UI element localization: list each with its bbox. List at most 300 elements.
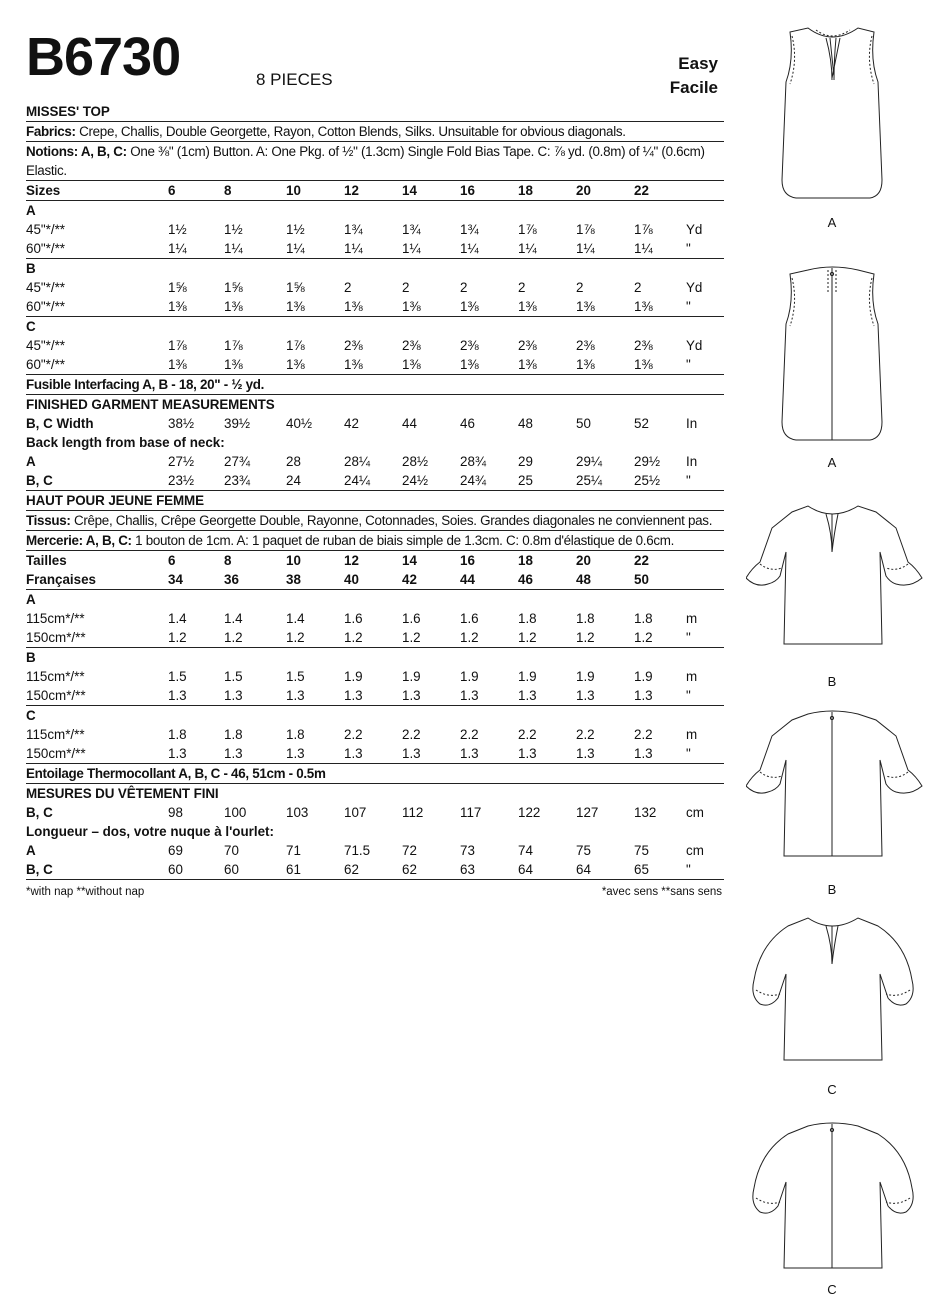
table-cell: 2 — [518, 280, 526, 295]
table-cell: 22 — [634, 553, 649, 568]
table-cell: 1¼ — [518, 241, 537, 256]
unit-cell: " — [686, 862, 691, 877]
table-row — [26, 725, 724, 744]
table-cell: 2 — [402, 280, 410, 295]
table-cell: 8 — [224, 553, 232, 568]
unit-cell: " — [686, 746, 691, 761]
table-cell: 1¼ — [576, 241, 595, 256]
table-cell: 48 — [518, 416, 533, 431]
table-cell: 1⅜ — [402, 357, 421, 372]
table-row — [26, 471, 724, 490]
table-cell: 62 — [344, 862, 359, 877]
table-cell: 1½ — [224, 222, 243, 237]
table-cell: 1.8 — [286, 727, 305, 742]
table-cell: 50 — [634, 572, 649, 587]
table-cell: 2 — [460, 280, 468, 295]
table-cell: 46 — [518, 572, 533, 587]
table-cell: 1⅜ — [168, 357, 187, 372]
view-a-front-caption: A — [827, 215, 837, 230]
table-cell: 42 — [344, 416, 359, 431]
row-label: 150cm*/** — [26, 688, 86, 703]
table-cell: 1.4 — [286, 611, 305, 626]
view-c-front — [746, 910, 926, 1097]
table-cell: 1.3 — [576, 746, 595, 761]
table-cell: 74 — [518, 843, 533, 858]
unit-cell: m — [686, 611, 698, 626]
row-label: B, C — [26, 862, 53, 877]
table-cell: 1.3 — [518, 688, 537, 703]
table-cell: 107 — [344, 805, 367, 820]
table-cell: 1⅜ — [224, 299, 243, 314]
row-label: 115cm*/** — [26, 611, 85, 626]
table-cell: 75 — [634, 843, 649, 858]
table-cell: 1.3 — [286, 746, 305, 761]
table-cell: 1⅜ — [576, 357, 595, 372]
row-label: 45"*/** — [26, 280, 66, 295]
english-width-row — [26, 414, 724, 433]
table-cell: 1.3 — [460, 688, 479, 703]
english-title: MISSES' TOP — [26, 102, 724, 122]
unit-cell: Yd — [686, 222, 703, 237]
pattern-number: B6730 — [26, 27, 181, 87]
table-cell: 1.3 — [576, 688, 595, 703]
table-cell: 2.2 — [460, 727, 479, 742]
table-cell: 1.5 — [168, 669, 187, 684]
table-cell: 1.3 — [460, 746, 479, 761]
french-backlength-label: Longueur – dos, votre nuque à l'ourlet: — [26, 824, 274, 839]
table-cell: 36 — [224, 572, 239, 587]
view-label: B — [26, 261, 36, 276]
table-cell: 24¼ — [344, 473, 371, 488]
table-cell: 1⅜ — [286, 357, 305, 372]
table-cell: 34 — [168, 572, 183, 587]
table-cell: 28½ — [402, 454, 429, 469]
table-cell: 2.2 — [634, 727, 653, 742]
row-label: A — [26, 843, 36, 858]
table-cell: 71 — [286, 843, 301, 858]
table-cell: 1⅞ — [168, 338, 187, 353]
table-cell: 1.2 — [286, 630, 305, 645]
table-cell: 1⅜ — [634, 299, 653, 314]
table-cell: 2⅜ — [402, 338, 421, 353]
table-cell: 18 — [518, 183, 533, 198]
row-label: 150cm*/** — [26, 630, 86, 645]
french-fabrics: Tissus: Crêpe, Challis, Crêpe Georgette Double, Rayonne, Cotonnades, Soies. Grandes diagonales ne conviennent pas. — [26, 511, 724, 531]
table-cell: 1.6 — [402, 611, 421, 626]
table-cell: 1.3 — [224, 688, 243, 703]
width-row — [26, 414, 724, 433]
table-cell: 1⅜ — [402, 299, 421, 314]
table-cell: 25¼ — [576, 473, 603, 488]
table-cell: 117 — [460, 805, 482, 820]
table-cell: 1.9 — [460, 669, 479, 684]
table-cell: 1.9 — [402, 669, 421, 684]
table-cell: 40½ — [286, 416, 313, 431]
row-label: 150cm*/** — [26, 746, 86, 761]
table-cell: 98 — [168, 805, 183, 820]
row-label: 45"*/** — [26, 338, 66, 353]
unit-cell: m — [686, 727, 698, 742]
table-cell: 12 — [344, 183, 359, 198]
unit-cell: " — [686, 299, 691, 314]
table-cell: 1⅝ — [286, 280, 305, 295]
table-cell: 1⅜ — [168, 299, 187, 314]
table-cell: 1.4 — [224, 611, 243, 626]
table-cell: 20 — [576, 553, 591, 568]
table-cell: 25½ — [634, 473, 661, 488]
unit-cell: " — [686, 630, 691, 645]
table-cell: 2⅜ — [460, 338, 479, 353]
view-label: C — [26, 708, 36, 723]
table-cell: 72 — [402, 843, 417, 858]
difficulty-french: Facile — [669, 78, 718, 97]
table-cell: 1.6 — [344, 611, 363, 626]
table-cell: 1.3 — [402, 746, 421, 761]
table-cell: 63 — [460, 862, 475, 877]
table-cell: 122 — [518, 805, 541, 820]
english-interfacing: Fusible Interfacing A, B - 18, 20" - ½ yd. — [26, 375, 724, 395]
yardage-view-block — [26, 706, 724, 764]
french-finished-title: MESURES DU VÊTEMENT FINI — [26, 786, 219, 801]
table-cell: 62 — [402, 862, 417, 877]
english-fabrics: Fabrics: Crepe, Challis, Double Georgette, Rayon, Cotton Blends, Silks. Unsuitable for obvious diagonals. — [26, 122, 724, 142]
table-cell: 1.3 — [634, 746, 653, 761]
table-cell: 1½ — [168, 222, 187, 237]
table-cell: 1.2 — [344, 630, 363, 645]
view-a-back-caption: A — [827, 455, 837, 470]
row-label: Sizes — [26, 183, 61, 198]
table-cell: 2⅜ — [576, 338, 595, 353]
table-cell: 52 — [634, 416, 649, 431]
table-cell: 1¾ — [344, 222, 363, 237]
table-row — [26, 860, 724, 879]
table-cell: 1.8 — [518, 611, 537, 626]
table-cell: 1.2 — [402, 630, 421, 645]
table-row — [26, 628, 724, 647]
table-row — [26, 744, 724, 763]
table-cell: 1¼ — [634, 241, 653, 256]
table-cell: 23¾ — [224, 473, 251, 488]
row-label: B, C Width — [26, 416, 94, 431]
table-cell: 18 — [518, 553, 533, 568]
table-cell: 2⅜ — [634, 338, 653, 353]
row-label: Tailles — [26, 553, 67, 568]
table-cell: 28¾ — [460, 454, 487, 469]
table-cell: 1⅞ — [286, 338, 305, 353]
english-backlength-rows — [26, 452, 724, 491]
table-cell: 1⅝ — [224, 280, 243, 295]
table-cell: 1.3 — [286, 688, 305, 703]
unit-cell: cm — [686, 843, 704, 858]
table-cell: 1⅜ — [344, 357, 363, 372]
table-cell: 1¼ — [402, 241, 421, 256]
table-cell: 1.3 — [168, 746, 187, 761]
table-cell: 1.3 — [168, 688, 187, 703]
table-cell: 1⅜ — [224, 357, 243, 372]
table-row — [26, 355, 724, 374]
table-cell: 1⅜ — [344, 299, 363, 314]
yardage-view-block — [26, 201, 724, 259]
table-cell: 100 — [224, 805, 247, 820]
table-cell: 14 — [402, 183, 417, 198]
table-cell: 14 — [402, 553, 417, 568]
table-cell: 2.2 — [344, 727, 363, 742]
table-row — [26, 452, 724, 471]
table-cell: 1¼ — [168, 241, 187, 256]
row-label: 45"*/** — [26, 222, 66, 237]
view-b-back — [746, 706, 926, 897]
table-cell: 69 — [168, 843, 183, 858]
sleeveless-top-back-icon — [746, 262, 926, 452]
table-cell: 2 — [344, 280, 352, 295]
unit-cell: " — [686, 473, 691, 488]
table-cell: 38½ — [168, 416, 195, 431]
table-cell: 24¾ — [460, 473, 487, 488]
row-label: A — [26, 454, 36, 469]
french-backlength-rows — [26, 841, 724, 880]
row-label: Françaises — [26, 572, 96, 587]
yardage-view-block — [26, 317, 724, 375]
table-cell: 70 — [224, 843, 239, 858]
ruffle-sleeve-top-front-icon — [746, 498, 926, 658]
width-row — [26, 803, 724, 822]
table-cell: 2 — [634, 280, 642, 295]
table-cell: 1.2 — [576, 630, 595, 645]
table-cell: 28 — [286, 454, 301, 469]
table-cell: 27½ — [168, 454, 195, 469]
french-sizes-row — [26, 570, 724, 589]
table-cell: 28¼ — [344, 454, 371, 469]
table-cell: 23½ — [168, 473, 195, 488]
table-cell: 1⅞ — [224, 338, 243, 353]
english-finished-title: FINISHED GARMENT MEASUREMENTS — [26, 397, 275, 412]
unit-cell: m — [686, 669, 698, 684]
table-cell: 50 — [576, 416, 591, 431]
table-cell: 1.9 — [518, 669, 537, 684]
table-row — [26, 667, 724, 686]
french-footnote: *avec sens **sans sens — [601, 886, 722, 898]
table-cell: 2⅜ — [518, 338, 537, 353]
table-cell: 1⅜ — [518, 299, 537, 314]
table-cell: 24 — [286, 473, 301, 488]
row-label: 60"*/** — [26, 299, 66, 314]
difficulty-english: Easy — [678, 54, 718, 73]
french-width-row — [26, 803, 724, 822]
row-label: 115cm*/** — [26, 669, 85, 684]
french-sizes-row-french — [26, 570, 724, 590]
row-label: 115cm*/** — [26, 727, 85, 742]
table-cell: 1.8 — [168, 727, 187, 742]
table-cell: 1.9 — [634, 669, 653, 684]
view-c-back-caption: C — [827, 1282, 837, 1297]
english-footnote: *with nap **without nap — [26, 886, 145, 898]
unit-cell: " — [686, 357, 691, 372]
french-notions: Mercerie: A, B, C: 1 bouton de 1cm. A: 1 paquet de ruban de biais simple de 1.3cm. C: 0.8m d'élastique de 0.6cm. — [26, 531, 724, 551]
table-cell: 1.2 — [224, 630, 243, 645]
table-cell: 1⅞ — [634, 222, 653, 237]
table-cell: 1⅞ — [576, 222, 595, 237]
table-cell: 1¼ — [460, 241, 479, 256]
difficulty-level — [670, 52, 718, 100]
table-row — [26, 239, 724, 258]
english-notions: Notions: A, B, C: One ⅜" (1cm) Button. A: One Pkg. of ½" (1.3cm) Single Fold Bias Tape. C: ⅞ yd. (0.8m) of ¼" (0.6cm) Elastic. — [26, 142, 724, 181]
table-cell: 10 — [286, 183, 301, 198]
table-row — [26, 297, 724, 316]
table-cell: 16 — [460, 553, 475, 568]
view-label: A — [26, 203, 36, 218]
unit-cell: cm — [686, 805, 704, 820]
table-cell: 40 — [344, 572, 359, 587]
yardage-view-block — [26, 648, 724, 706]
pattern-envelope-back — [26, 27, 724, 906]
table-cell: 1⅜ — [518, 357, 537, 372]
puff-sleeve-top-front-icon — [746, 910, 926, 1070]
table-cell: 25 — [518, 473, 533, 488]
english-backlength-label: Back length from base of neck: — [26, 435, 225, 450]
table-cell: 1.2 — [460, 630, 479, 645]
table-cell: 1⅞ — [518, 222, 537, 237]
table-cell: 2.2 — [402, 727, 421, 742]
table-cell: 65 — [634, 862, 649, 877]
unit-cell: " — [686, 688, 691, 703]
row-label: 60"*/** — [26, 241, 66, 256]
unit-cell: In — [686, 454, 698, 469]
unit-cell: Yd — [686, 338, 703, 353]
table-cell: 22 — [634, 183, 649, 198]
table-cell: 44 — [460, 572, 475, 587]
table-cell: 29½ — [634, 454, 661, 469]
table-cell: 1.6 — [460, 611, 479, 626]
unit-cell: Yd — [686, 280, 703, 295]
table-cell: 1.8 — [224, 727, 243, 742]
sleeveless-top-front-icon — [746, 20, 926, 210]
table-cell: 1⅜ — [460, 299, 479, 314]
view-b-front — [746, 498, 926, 689]
table-cell: 73 — [460, 843, 475, 858]
table-cell: 2.2 — [576, 727, 595, 742]
table-cell: 64 — [518, 862, 533, 877]
view-c-back — [746, 1118, 926, 1297]
table-cell: 27¾ — [224, 454, 251, 469]
table-cell: 1¼ — [224, 241, 243, 256]
table-row — [26, 841, 724, 860]
english-sizes-row — [26, 181, 724, 201]
table-cell: 2⅜ — [344, 338, 363, 353]
table-cell: 60 — [224, 862, 239, 877]
table-cell: 1⅜ — [460, 357, 479, 372]
table-cell: 1½ — [286, 222, 305, 237]
table-cell: 2 — [576, 280, 584, 295]
piece-count: 8 PIECES — [256, 70, 333, 89]
table-cell: 29 — [518, 454, 533, 469]
table-cell: 1.5 — [286, 669, 305, 684]
table-cell: 127 — [576, 805, 599, 820]
footnotes — [26, 886, 724, 906]
table-cell: 1¾ — [402, 222, 421, 237]
table-row — [26, 609, 724, 628]
table-cell: 1.2 — [634, 630, 653, 645]
table-cell: 6 — [168, 183, 176, 198]
table-cell: 1.3 — [344, 746, 363, 761]
table-cell: 12 — [344, 553, 359, 568]
row-label: B, C — [26, 473, 53, 488]
view-b-front-caption: B — [827, 674, 837, 689]
table-cell: 46 — [460, 416, 475, 431]
sizes-row — [26, 181, 724, 200]
table-cell: 132 — [634, 805, 657, 820]
view-a-back — [746, 262, 926, 470]
table-row — [26, 220, 724, 239]
yardage-view-block — [26, 590, 724, 648]
header — [26, 27, 724, 102]
table-cell: 39½ — [224, 416, 251, 431]
table-cell: 1.9 — [344, 669, 363, 684]
table-cell: 112 — [402, 805, 424, 820]
table-cell: 61 — [286, 862, 301, 877]
french-yardage-table — [26, 590, 724, 764]
table-cell: 10 — [286, 553, 301, 568]
table-cell: 75 — [576, 843, 591, 858]
table-row — [26, 336, 724, 355]
english-yardage-table — [26, 201, 724, 375]
table-cell: 60 — [168, 862, 183, 877]
table-cell: 1.3 — [518, 746, 537, 761]
view-label: A — [26, 592, 36, 607]
table-cell: 20 — [576, 183, 591, 198]
table-cell: 1⅜ — [634, 357, 653, 372]
table-cell: 103 — [286, 805, 309, 820]
yardage-view-block — [26, 259, 724, 317]
table-cell: 1.4 — [168, 611, 187, 626]
table-cell: 16 — [460, 183, 475, 198]
table-cell: 64 — [576, 862, 591, 877]
table-cell: 1⅜ — [576, 299, 595, 314]
table-cell: 2.2 — [518, 727, 537, 742]
ruffle-sleeve-top-back-icon — [746, 706, 926, 866]
unit-cell: " — [686, 241, 691, 256]
view-label: C — [26, 319, 36, 334]
french-sizes-row — [26, 551, 724, 570]
table-cell: 1.2 — [168, 630, 187, 645]
table-cell: 38 — [286, 572, 301, 587]
table-cell: 1.5 — [224, 669, 243, 684]
table-cell: 1.3 — [344, 688, 363, 703]
table-cell: 8 — [224, 183, 232, 198]
row-label: 60"*/** — [26, 357, 66, 372]
view-a-front — [746, 20, 926, 230]
table-cell: 1.3 — [402, 688, 421, 703]
table-cell: 1⅜ — [286, 299, 305, 314]
table-cell: 1¼ — [344, 241, 363, 256]
table-row — [26, 278, 724, 297]
row-label: B, C — [26, 805, 53, 820]
table-cell: 1.3 — [224, 746, 243, 761]
table-cell: 1¾ — [460, 222, 479, 237]
table-cell: 42 — [402, 572, 417, 587]
table-cell: 48 — [576, 572, 591, 587]
table-cell: 1⅝ — [168, 280, 187, 295]
table-cell: 29¼ — [576, 454, 603, 469]
view-b-back-caption: B — [827, 882, 837, 897]
table-cell: 1.3 — [634, 688, 653, 703]
unit-cell: In — [686, 416, 698, 431]
puff-sleeve-top-back-icon — [746, 1118, 926, 1278]
table-cell: 1.8 — [634, 611, 653, 626]
view-c-front-caption: C — [827, 1082, 837, 1097]
table-cell: 6 — [168, 553, 176, 568]
sizes-row — [26, 551, 724, 570]
table-cell: 1¼ — [286, 241, 305, 256]
